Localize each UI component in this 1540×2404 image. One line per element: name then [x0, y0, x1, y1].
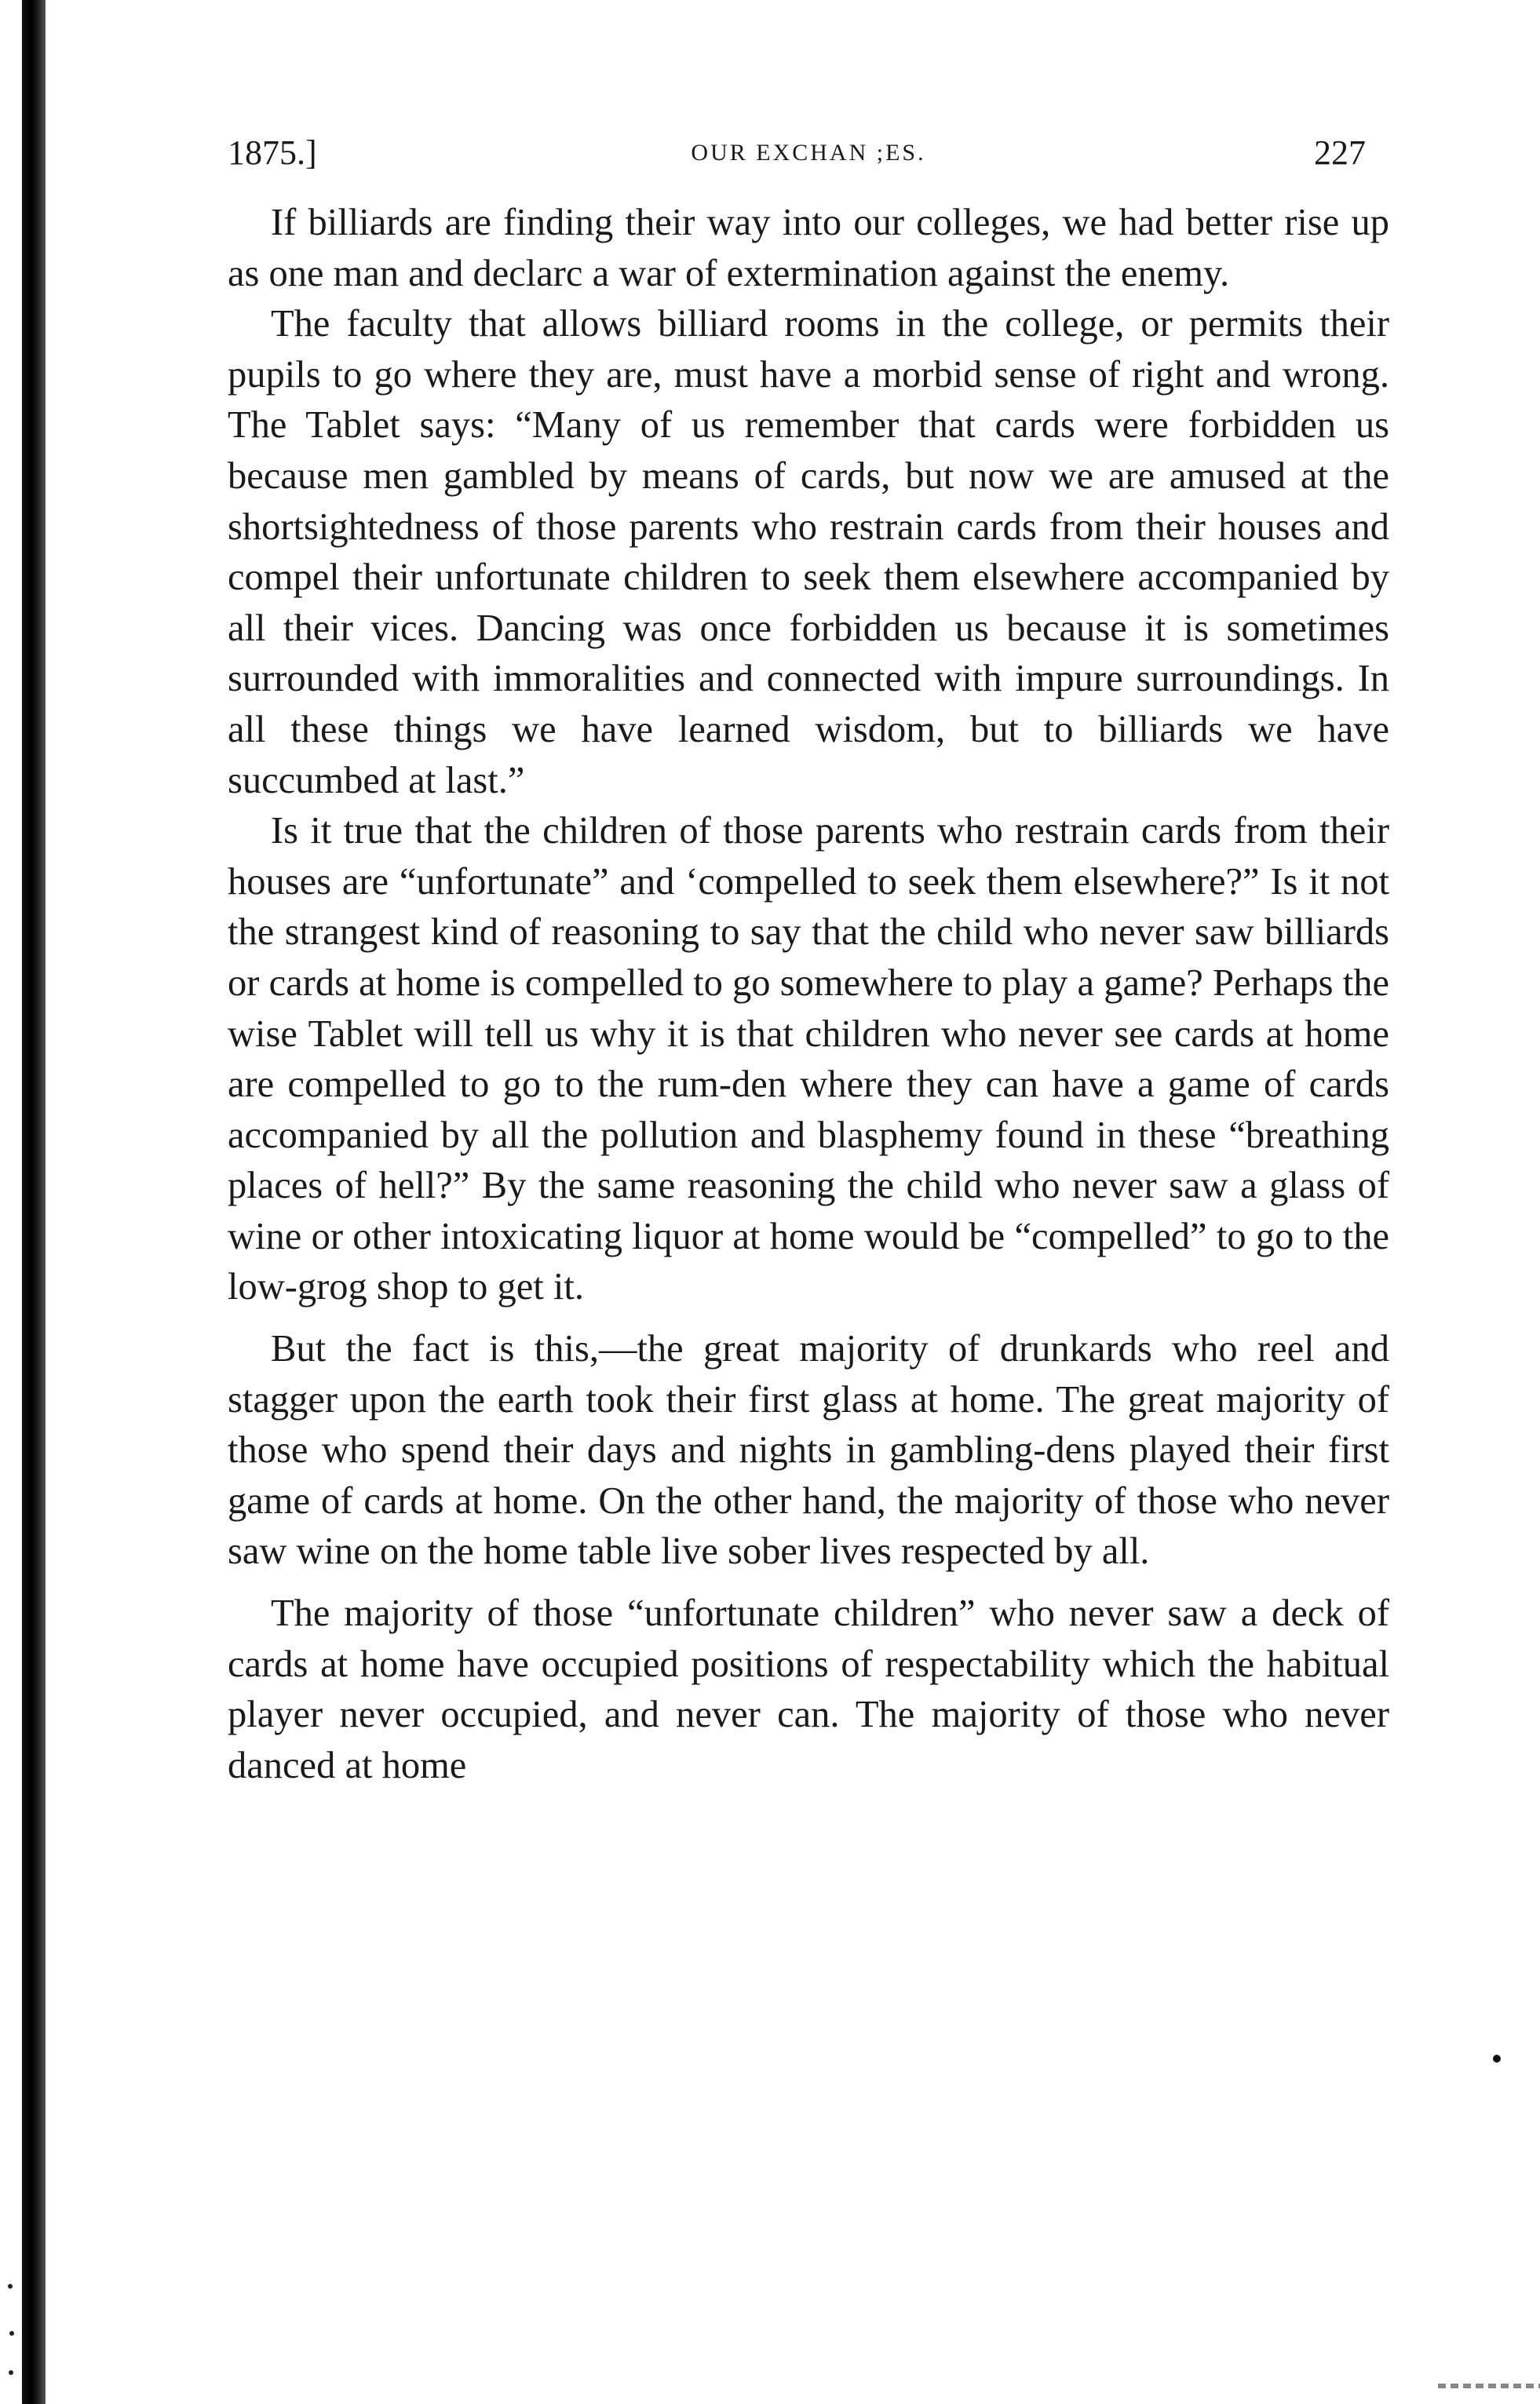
binding-specks — [8, 2276, 16, 2386]
paragraph-5: The majority of those “unfortunate children” who never saw a deck of cards at home have occupied positions of respectability which the habitual player never occupied, and never can. The majority of those who never danced at home — [228, 1592, 1389, 1786]
book-binding-edge — [22, 0, 46, 2404]
header-year: 1875.] — [228, 133, 317, 172]
paragraph-3: Is it true that the children of those parents who restrain cards from their houses are “unfortunate” and ‘compelled to seek them elsewhere?” Is it not the strangest kind of reasoning to say that the child who never saw billiards or cards at home is compelled to go somewhere to play a game? Perhaps the wise Tablet will tell us why it is that children who never see cards at home are compelled to go to the rum-den where they can have a game of cards accompanied by all the pollution and blasphemy found in these “breathing places of hell?” By the same reasoning the child who never saw a glass of wine or other intoxicating liquor at home would be “compelled” to go to the low-grog shop to get it. — [228, 810, 1389, 1308]
paragraph-1: If billiards are finding their way into our colleges, we had better rise up as one man and declarc a war of extermination against the enemy. — [228, 202, 1389, 294]
paragraph-2: The faculty that allows billiard rooms in the college, or permits their pupils to go where they are, must have a morbid sense of right and wrong. The Tablet says: “Many of us remember that cards were forbidden us because men gambled by means of cards, but now we are amused at the shortsightedness of those parents who restrain cards from their houses and compel their unfortunate children to seek them elsewhere accompanied by all their vices. Dancing was once forbidden us because it is sometimes surrounded with immoralities and connected with impure surroundings. In all these things we have learned wisdom, but to billiards we have succumbed at last.” — [228, 303, 1389, 801]
margin-ink-dot — [1493, 2055, 1501, 2063]
running-head — [228, 126, 1389, 181]
page-number: 227 — [1314, 133, 1366, 172]
book-page — [228, 126, 1389, 1791]
header-section-title: OUR EXCHAN ;ES. — [691, 140, 926, 166]
article-body — [228, 198, 1389, 1791]
paragraph-4: But the fact is this,—the great majority of drunkards who reel and stagger upon the earth took their first glass at home. The great majority of those who spend their days and nights in gambling-dens played their first game of cards at home. On the other hand, the majority of those who never saw wine on the home table live sober lives respected by all. — [228, 1328, 1389, 1573]
scan-smudge — [1438, 2384, 1540, 2388]
